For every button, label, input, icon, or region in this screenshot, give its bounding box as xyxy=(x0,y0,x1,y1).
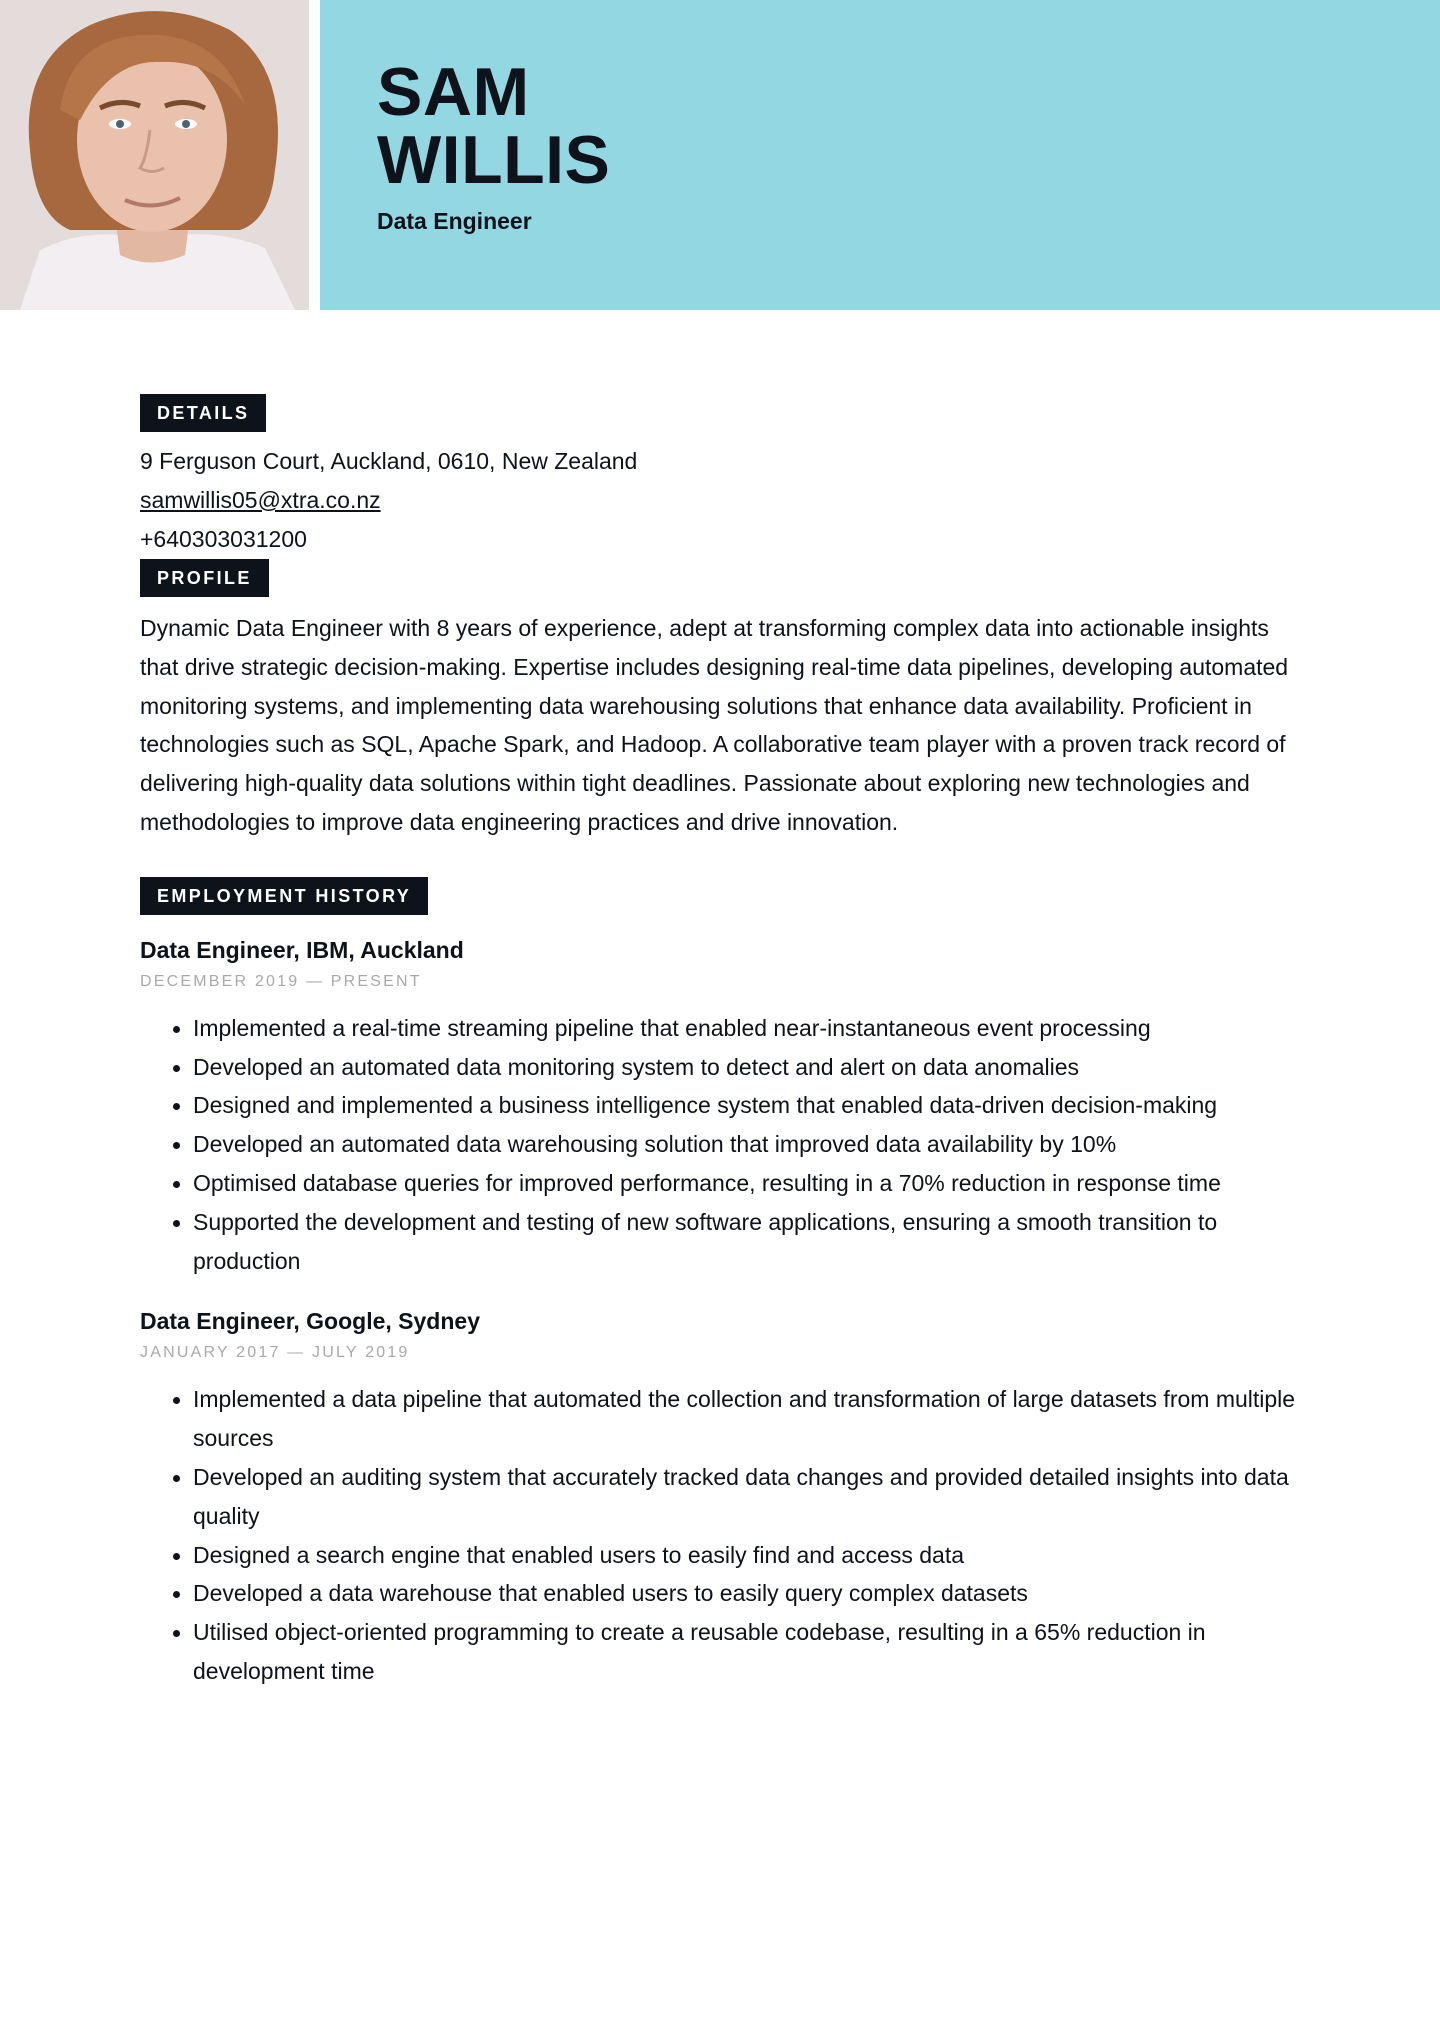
candidate-job-title: Data Engineer xyxy=(377,208,532,234)
address-text: 9 Ferguson Court, Auckland, 0610, New Zealand xyxy=(140,448,638,474)
candidate-name xyxy=(377,54,611,198)
bullet-item: Implemented a data pipeline that automated the collection and transformation of large datasets from multiple sources xyxy=(193,1380,1300,1458)
resume-header xyxy=(0,0,1440,310)
first-name: SAM xyxy=(377,54,530,130)
bullet-item: Designed and implemented a business intelligence system that enabled data-driven decision-making xyxy=(193,1086,1300,1125)
job-title: Data Engineer, IBM, Auckland xyxy=(140,936,464,963)
job-entry xyxy=(140,1304,1300,1690)
employment-section xyxy=(140,842,1300,1691)
bullet-item: Optimised database queries for improved performance, resulting in a 70% reduction in response time xyxy=(193,1164,1300,1203)
profile-photo xyxy=(0,0,309,310)
last-name: WILLIS xyxy=(377,122,611,198)
profile-heading: PROFILE xyxy=(140,559,269,597)
resume-body xyxy=(140,394,1300,1691)
bullet-item: Developed an automated data monitoring system to detect and alert on data anomalies xyxy=(193,1048,1300,1087)
bullet-item: Supported the development and testing of new software applications, ensuring a smooth transition to production xyxy=(193,1203,1300,1281)
bullet-item: Implemented a real-time streaming pipeline that enabled near-instantaneous event processing xyxy=(193,1009,1300,1048)
person-portrait-icon xyxy=(0,0,309,310)
job-entry xyxy=(140,933,1300,1281)
bullet-item: Designed a search engine that enabled users to easily find and access data xyxy=(193,1536,1300,1575)
profile-summary: Dynamic Data Engineer with 8 years of experience, adept at transforming complex data into actionable insights that drive strategic decision-making. Expertise includes designing real-time data pipelines, developing automated monitoring systems, and implementing data warehousing solutions that enhance data availability. Proficient in technologies such as SQL, Apache Spark, and Hadoop. A collaborative team player with a proven track record of delivering high-quality data solutions within tight deadlines. Passionate about exploring new technologies and methodologies to improve data engineering practices and drive innovation. xyxy=(140,615,1289,835)
name-banner xyxy=(320,0,1440,310)
bullet-item: Utilised object-oriented programming to create a reusable codebase, resulting in a 65% reduction in development time xyxy=(193,1613,1300,1691)
details-section xyxy=(140,394,1300,559)
job-dates: JANUARY 2017 — JULY 2019 xyxy=(140,1344,410,1362)
email-link[interactable]: samwillis05@xtra.co.nz xyxy=(140,487,381,513)
details-heading: DETAILS xyxy=(140,394,266,432)
job-title: Data Engineer, Google, Sydney xyxy=(140,1308,480,1335)
bullet-item: Developed an automated data warehousing solution that improved data availability by 10% xyxy=(193,1125,1300,1164)
phone-text: +640303031200 xyxy=(140,526,307,552)
job-bullets xyxy=(140,1009,1300,1281)
bullet-item: Developed an auditing system that accurately tracked data changes and provided detailed insights into data quality xyxy=(193,1458,1300,1536)
job-dates: DECEMBER 2019 — PRESENT xyxy=(140,972,422,990)
bullet-item: Developed a data warehouse that enabled users to easily query complex datasets xyxy=(193,1574,1300,1613)
job-bullets xyxy=(140,1380,1300,1690)
employment-heading: EMPLOYMENT HISTORY xyxy=(140,877,428,915)
profile-section xyxy=(140,559,1300,842)
